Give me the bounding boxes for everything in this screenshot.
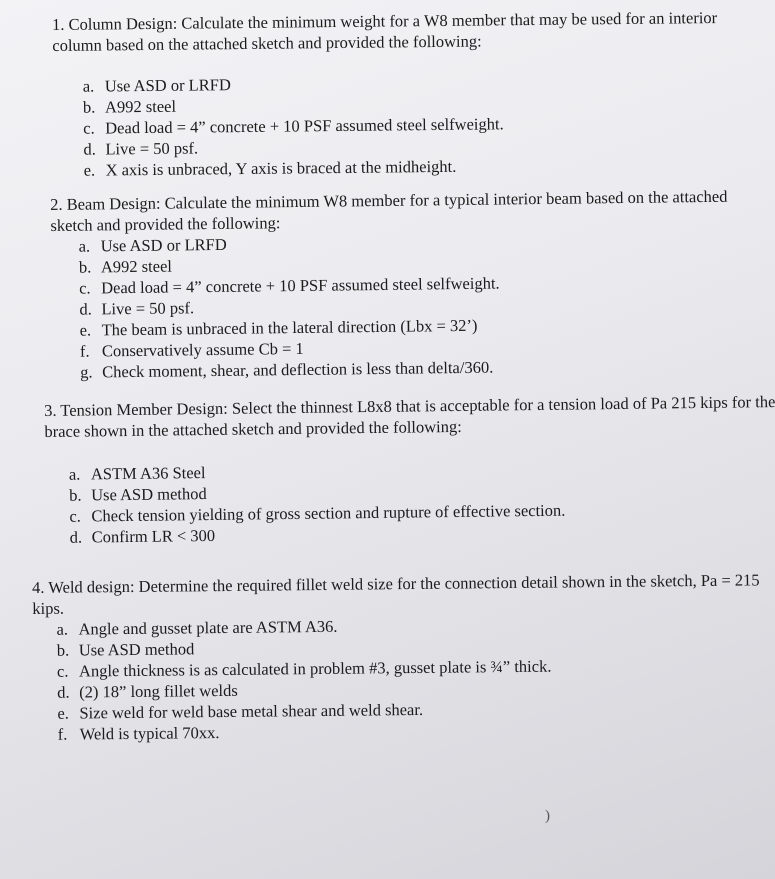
list-item: e. Size weld for weld base metal shear and weld shear. <box>57 699 424 723</box>
problem-2 <box>50 185 767 383</box>
problem-1 <box>52 7 754 181</box>
list-item: c. Dead load = 4” concrete + 10 PSF assumed steel selfweight. <box>79 273 500 298</box>
list-item: a. Use ASD or LRFD <box>78 234 227 256</box>
list-item: c. Check tension yielding of gross section and rupture of effective section. <box>69 500 566 526</box>
problem-3 <box>44 391 775 548</box>
problem-4-intro: 4. Weld design: Determine the required fillet weld size for the connection detail shown in the sketch, Pa = 215 kips. <box>32 570 760 618</box>
list-item: d. Live = 50 psf. <box>83 138 199 159</box>
list-item: b. A992 steel <box>78 256 173 277</box>
problem-4 <box>32 569 775 745</box>
list-item: a. Use ASD or LRFD <box>82 75 231 96</box>
list-item: b. Use ASD method <box>69 484 207 505</box>
problem-4-list <box>56 611 775 745</box>
list-item: a. Angle and gusset plate are ASTM A36. <box>56 616 338 639</box>
list-item: d. Live = 50 psf. <box>79 298 195 319</box>
list-item: d. (2) 18” long fillet welds <box>57 680 238 702</box>
list-item: d. Confirm LR < 300 <box>69 525 216 547</box>
list-item: g. Check moment, shear, and deflection is less than delta/360. <box>80 357 494 382</box>
list-item: c. Dead load = 4” concrete + 10 PSF assumed steel selfweight. <box>83 114 504 138</box>
list-item: b. Use ASD method <box>56 639 195 660</box>
problem-3-intro: 3. Tension Member Design: Select the thinnest L8x8 that is acceptable for a tension load of Pa 215 kips for the brace shown in the attached sketch and provided the following: <box>44 392 775 441</box>
problem-3-list <box>69 455 775 548</box>
list-item: c. Angle thickness is as calculated in problem #3, gusset plate is ¾” thick. <box>56 656 552 681</box>
problem-2-intro: 2. Beam Design: Calculate the minimum W8 member for a typical interior beam based on the attached sketch and provided the following: <box>50 186 728 235</box>
list-item: b. A992 steel <box>82 96 177 117</box>
list-item: e. The beam is unbraced in the lateral direction (Lbx = 32’) <box>79 315 478 340</box>
list-item: f. Conservatively assume Cb = 1 <box>79 338 304 361</box>
problem-1-intro: 1. Column Design: Calculate the minimum weight for a W8 member that may be used for an interior column based on the attached sketch and provided the following: <box>52 8 718 55</box>
list-item: f. Weld is typical 70xx. <box>57 723 220 744</box>
list-item: a. ASTM A36 Steel <box>68 463 206 484</box>
list-item: e. X axis is unbraced, Y axis is braced at the midheight. <box>83 156 457 180</box>
problem-1-list <box>83 69 754 181</box>
problem-2-list <box>79 227 768 382</box>
stray-mark: ) <box>545 808 550 824</box>
